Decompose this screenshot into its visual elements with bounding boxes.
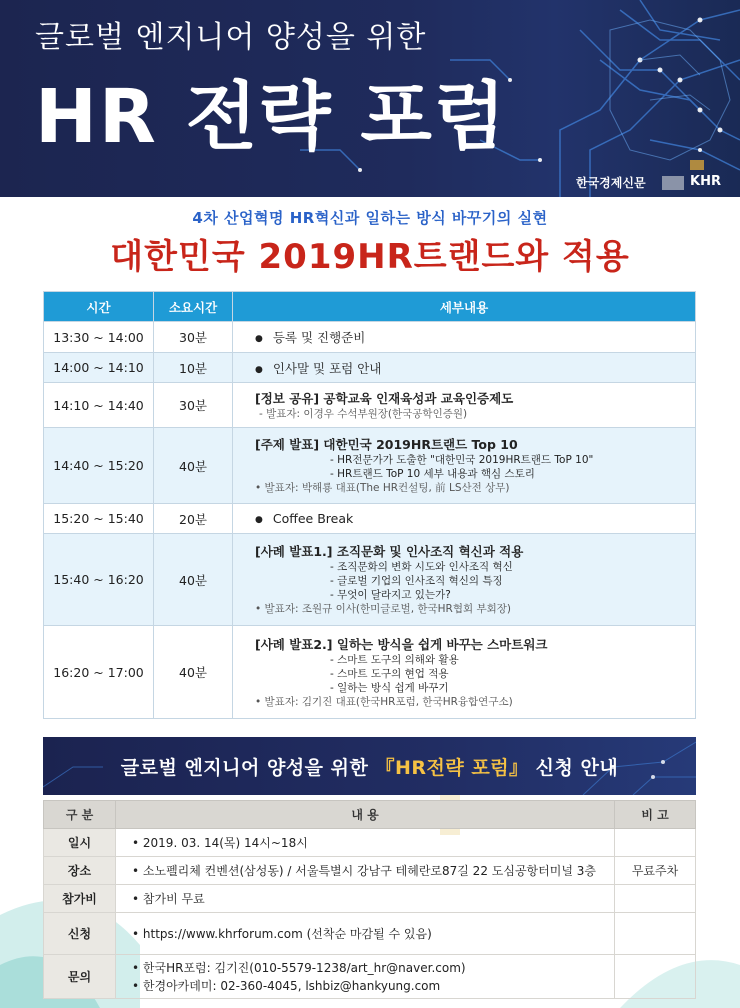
info-label: 문의 (44, 955, 116, 999)
session-title: [주제 발표] 대한민국 2019HR트랜드 Top 10 (255, 437, 518, 452)
session-point: - 스마트 도구의 현업 적용 (330, 667, 449, 680)
info-text: • 소노펠리체 컨벤션(삼성동) / 서울특별시 강남구 테헤란로87길 22 도심공항터미널 3층 (132, 862, 614, 880)
row-details (233, 504, 696, 534)
info-row-date (44, 829, 696, 857)
col-time: 시간 (44, 292, 154, 322)
info-row-register (44, 913, 696, 955)
row-time: 14:40 ~ 15:20 (44, 428, 154, 504)
row-bullet-text: ● Coffee Break (255, 511, 353, 526)
table-row (44, 322, 696, 353)
event-subtitle: 4차 산업혁명 HR혁신과 일하는 방식 바꾸기의 실현 (192, 209, 548, 227)
register-link[interactable]: • https://www.khrforum.com (선착순 마감될 수 있음) (132, 925, 614, 943)
info-text: • 2019. 03. 14(목) 14시~18시 (132, 834, 614, 852)
info-label: 일시 (44, 829, 116, 857)
session-point: - 글로벌 기업의 인사조직 혁신의 특징 (330, 575, 503, 587)
apply-suffix: 신청 안내 (528, 757, 619, 779)
col-details: 세부내용 (233, 292, 696, 322)
session-point: - 스마트 도구의 의해와 활용 (330, 653, 459, 666)
info-content (116, 955, 615, 999)
row-time: 15:40 ~ 16:20 (44, 534, 154, 626)
row-bullet-text: ● 등록 및 진행준비 (255, 330, 365, 345)
table-row (44, 504, 696, 534)
table-row (44, 383, 696, 428)
row-duration: 30분 (154, 322, 233, 353)
session-presenter: • 발표자: 박해룡 대표(The HR컨설팅, 前 LS산전 상무) (255, 482, 510, 494)
row-duration: 40분 (154, 428, 233, 504)
brand-divider-block (662, 176, 684, 190)
session-point: - HR전문가가 도출한 "대한민국 2019HR트랜드 ToP 10" (330, 454, 594, 466)
info-header-row (44, 801, 696, 829)
row-duration: 40분 (154, 534, 233, 626)
event-title: 대한민국 2019HR트랜드와 적용 (110, 237, 630, 277)
row-details (233, 322, 696, 353)
row-time: 15:20 ~ 15:40 (44, 504, 154, 534)
row-details (233, 383, 696, 428)
info-label: 장소 (44, 857, 116, 885)
apply-prefix: 글로벌 엔지니어 양성을 위한 (120, 757, 376, 779)
row-duration: 40분 (154, 626, 233, 719)
row-details (233, 626, 696, 719)
table-row (44, 534, 696, 626)
row-time: 13:30 ~ 14:00 (44, 322, 154, 353)
info-content (116, 885, 615, 913)
schedule-header-row (44, 292, 696, 322)
row-time: 16:20 ~ 17:00 (44, 626, 154, 719)
session-point: - 무엇이 달라지고 있는가? (330, 589, 451, 601)
session-presenter: - 발표자: 이경우 수석부원장(한국공학인증원) (259, 407, 468, 420)
session-point: - HR트랜드 ToP 10 세부 내용과 핵심 스토리 (330, 468, 535, 480)
session-title: [사례 발표1.] 조직문화 및 인사조직 혁신과 적용 (255, 544, 524, 559)
row-details (233, 534, 696, 626)
info-content (116, 829, 615, 857)
info-row-fee (44, 885, 696, 913)
row-details (233, 353, 696, 383)
banner-subtitle: 글로벌 엔지니어 양성을 위한 (35, 20, 427, 55)
row-bullet-text: ● 인사말 및 포럼 안내 (255, 361, 381, 376)
row-details (233, 428, 696, 504)
brand-hankyung: 한국경제신문 (576, 176, 646, 190)
session-point: - 일하는 방식 쉽게 바꾸기 (330, 681, 449, 694)
row-time: 14:00 ~ 14:10 (44, 353, 154, 383)
info-note (615, 955, 696, 999)
info-note (615, 885, 696, 913)
table-row (44, 428, 696, 504)
info-row-contact (44, 955, 696, 999)
schedule-table (43, 291, 696, 719)
info-label: 참가비 (44, 885, 116, 913)
contact-line: • 한국HR포럼: 김기진(010-5579-1238/art_hr@naver.com) (132, 959, 614, 977)
session-presenter: • 발표자: 김기진 대표(한국HR포럼, 한국HR융합연구소) (255, 695, 513, 708)
session-point: - 조직문화의 변화 시도와 인사조직 혁신 (330, 561, 513, 573)
info-text: • 참가비 무료 (132, 890, 614, 908)
row-duration: 30분 (154, 383, 233, 428)
header-banner (0, 0, 740, 197)
table-row (44, 626, 696, 719)
col-content: 내 용 (116, 801, 615, 829)
application-banner (43, 737, 696, 795)
banner-title: HR 전략 포럼 (35, 74, 508, 160)
info-note: 무료주차 (615, 857, 696, 885)
session-title: [사례 발표2.] 일하는 방식을 쉽게 바꾸는 스마트워크 (255, 636, 548, 652)
apply-highlight: 『HR전략 포럼』 (375, 757, 529, 779)
brand-khr: KHR (690, 174, 721, 189)
info-row-venue (44, 857, 696, 885)
contact-line: • 한경아카데미: 02-360-4045, lshbiz@hankyung.com (132, 977, 614, 995)
application-banner-title (43, 753, 696, 780)
row-duration: 10분 (154, 353, 233, 383)
info-content (116, 857, 615, 885)
row-time: 14:10 ~ 14:40 (44, 383, 154, 428)
col-category: 구 분 (44, 801, 116, 829)
col-duration: 소요시간 (154, 292, 233, 322)
info-label: 신청 (44, 913, 116, 955)
info-note (615, 913, 696, 955)
row-duration: 20분 (154, 504, 233, 534)
info-note (615, 829, 696, 857)
table-row (44, 353, 696, 383)
session-presenter: • 발표자: 조원규 이사(한미글로벌, 한국HR협회 부회장) (255, 603, 512, 615)
info-table (43, 800, 696, 999)
info-content (116, 913, 615, 955)
session-title: [정보 공유] 공학교육 인재육성과 교육인증제도 (255, 390, 514, 406)
col-remarks: 비 고 (615, 801, 696, 829)
